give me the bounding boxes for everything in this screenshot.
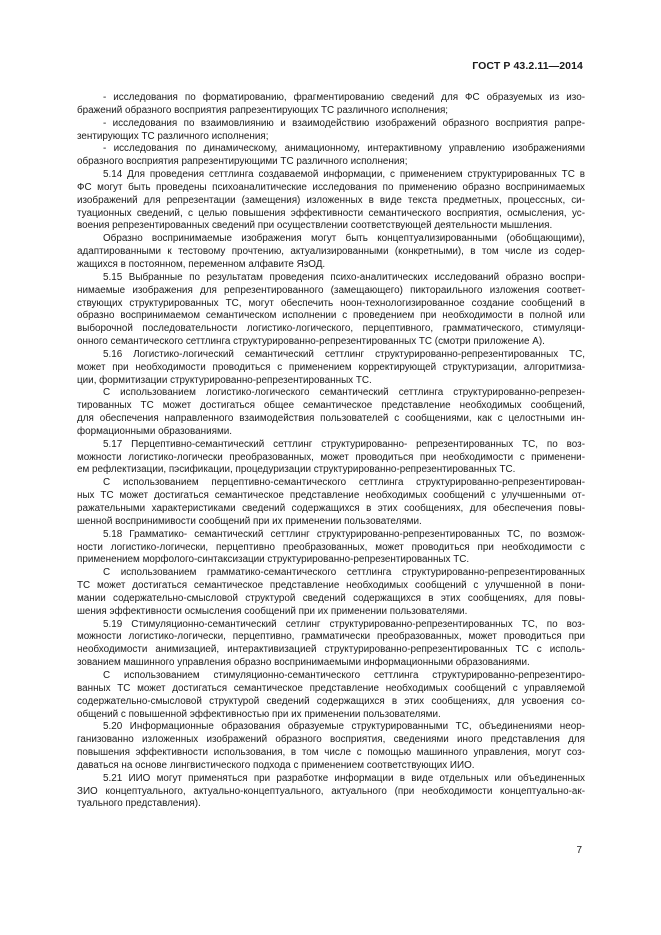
text-line: 5.15 Выбранные по результатам проведения психо-аналитических исследований образно воспри- (103, 271, 585, 283)
text-line: можности логистико-логически, перцептивно, грамматически преобразованных, может проводиться при (77, 631, 585, 643)
text-line: 5.21 ИИО могут применяться при разработке информации в виде отдельных или объединенных (103, 772, 585, 784)
text-line: адаптированными к тестовому прочтению, актуализированными (конкретными), в том числе из содер- (77, 246, 585, 258)
text-line: общений с повышенной эффективностью при их применении пользователями. (77, 708, 441, 720)
text-line: ФС могут быть проведены психоаналитические исследования по применению образно воспринимаемых (77, 181, 585, 193)
text-line: онного семантического сеттлинга структурированно-репрезентированных ТС (смотри приложение А). (77, 336, 545, 348)
text-line: для обеспечения направленного взаимодействия пользователей с сообщениями, как с целостными ин- (77, 413, 585, 425)
text-line: необходимости анимизацией, интерактивизацией структурированно-репрезентированных ТС с исполь- (77, 644, 585, 656)
text-line: 5.20 Информационные образования образуемые структурированными ТС, объединениями неор- (103, 721, 585, 733)
text-line: - исследования по взаимовлиянию и взаимодействию изображений образного восприятия рапре- (103, 117, 585, 129)
text-line: ности логистико-логически, перцептивно преобразованных, может проводиться при необходимости с (77, 541, 585, 553)
text-line: ванных ТС может достигаться семантическое представление необходимых сообщений с управляемой (77, 682, 585, 694)
text-line: Образно воспринимаемые изображения могут быть концептуализированными (обобщающими), (103, 233, 585, 245)
text-line: 5.17 Перцептивно-семантический сеттлинг структурированно- репрезентированных ТС, по воз- (103, 438, 585, 450)
text-line: повышения эффективности использования, в том числе с помощью машинного управления, могут соз- (77, 747, 585, 759)
text-line: мании содержательно-смысловой структурой сведений содержащихся в этих сообщениях, для повы- (77, 592, 585, 604)
text-line: 5.18 Грамматико- семантический сеттлинг структурированно-репрезентированных ТС, по возмож- (103, 528, 585, 540)
text-line: может при необходимости проводиться с применением корректирующей структуризации, алгоритмиза- (77, 361, 585, 373)
text-line: ем рефлектизации, пэсификации, процедуризации структурированно-репрезентированных ТС. (77, 464, 516, 476)
text-line: ствующих структурированных ТС, могут обеспечить ноон-технологизированное создание сообщений в (77, 297, 585, 309)
text-line: шенной воспринимивости сообщений при их применении пользователями. (77, 515, 422, 527)
text-line: воения репрезентированных сведений при осуществлении соответствующей деятельности мышления. (77, 220, 553, 232)
text-line: ТС может достигаться семантическое представление необходимых сообщений с улучшенной в пони- (77, 580, 585, 592)
text-line: тированных ТС может достигаться общее семантическое представление необходимых сообщений, (77, 400, 585, 412)
text-line: С использованием перцептивно-семантического сеттлинга структурированно-репрезентирован- (103, 477, 585, 489)
text-line: 5.14 Для проведения сеттлинга создаваемой информации, с применением структурированных ТС в (103, 169, 585, 181)
text-line: 5.16 Логистико-логический семантический сеттлинг структурированно-репрезентированных ТС, (103, 348, 585, 360)
text-line: ции, формитизации структурированно-репрезентированных ТС. (77, 374, 372, 386)
text-line: даваться на основе лингвистического подхода с применением соответствующих ИИО. (77, 759, 475, 771)
text-line: изображений для репрезентации (замещения) изложенных в виде текста предметных, процессных, си- (77, 194, 585, 206)
text-line: ганизованно изложенных изображений образного восприятия, сведениями иного представления для (77, 734, 585, 746)
text-line: С использованием стимуляционно-семантического сеттлинга структурированно-репрезентиро- (103, 669, 585, 681)
text-line: ных ТС может достигаться семантическое представление необходимых сообщений с улучшенными от- (77, 490, 585, 502)
text-line: образно воспринимаемом семантическом исполнении с проведением при необходимости в полной или (77, 310, 585, 322)
text-line: применением морфолого-синтаксизации структурированно-репрезентированных ТС. (77, 554, 470, 566)
page-number: 7 (576, 845, 582, 856)
text-line: формационными образованиями. (77, 425, 233, 437)
text-line: ЗИО концептуального, актуально-концептуального, актуального (при необходимости концептуально-ак- (77, 785, 585, 797)
document-body (77, 92, 585, 811)
text-line: С использованием логистико-логического семантический сеттлинга структурированно-репрезен- (103, 387, 585, 399)
text-line: зованием машинного управления образно воспринимаемыми информационными образованиями. (77, 657, 530, 669)
text-line: жащихся в постоянном, переменном алфавите ЯзОД. (77, 258, 326, 270)
text-line: туального представления). (77, 798, 201, 810)
text-line: выборочной последовательности логистико-логического, перцептивного, грамматического, стимуляци- (77, 323, 585, 335)
text-line: ражательными характеристиками сведений содержащихся в этих сообщениях, для обеспечения повы- (77, 503, 585, 514)
text-line: образного восприятия рапрезентирующими ТС различного исполнения; (77, 156, 408, 168)
text-line: шения эффективности осмысления сообщений при их применении пользователями. (77, 605, 468, 617)
text-line: - исследования по динамическому, анимационному, интерактивному управлению изображениями (103, 143, 585, 155)
text-line: бражений образного восприятия рапрезентирующих ТС различного исполнения; (77, 104, 449, 116)
text-line: содержательно-смысловой структурой сведений содержащихся в этих сообщениях, для усвоения со- (77, 695, 585, 707)
text-line: туационных сведений, с целью повышения эффективности семантического восприятия, осмысления, ус- (77, 207, 585, 219)
text-line: зентирующих ТС различного исполнения; (77, 130, 269, 142)
text-line: можности логистико-логически преобразованных, может проводиться при необходимости с применени- (77, 451, 585, 463)
text-line: 5.19 Стимуляционно-семантический сетлинг структурированно-репрезентированных ТС, по воз- (103, 618, 585, 630)
standard-header: ГОСТ Р 43.2.11—2014 (472, 60, 583, 72)
text-line: нимаемые изображения для репрезентированного (замещающего) пиктораильного изложения соответ- (77, 284, 585, 296)
text-line: - исследования по форматированию, фрагментированию сведений для ФС образуемых из изо- (103, 92, 585, 103)
text-line: С использованием грамматико-семантического сеттлинга структурированно-репрезентированных (103, 567, 585, 579)
